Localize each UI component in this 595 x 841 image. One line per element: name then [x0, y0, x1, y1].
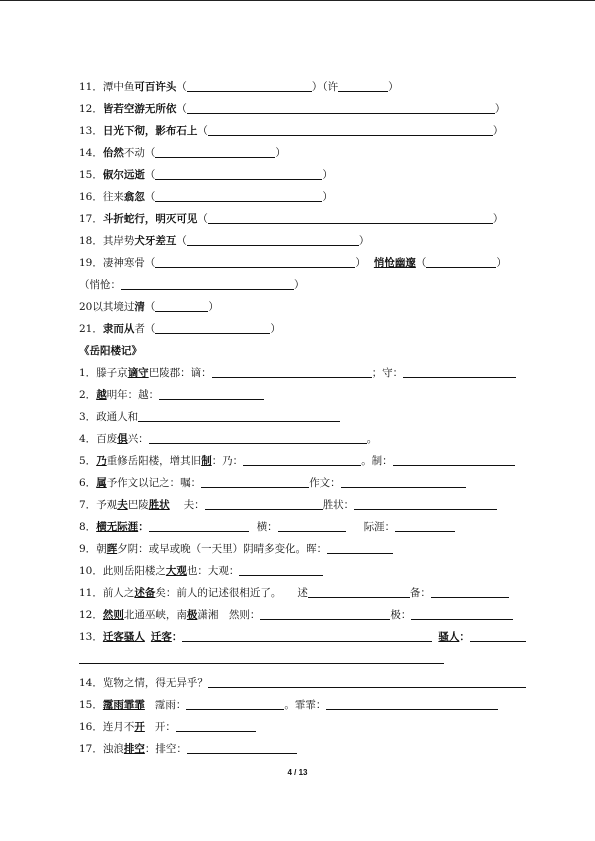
- item-12: 12．然则北通巫峡，南极潇湘 然则： 极：: [79, 606, 513, 624]
- item-16: 16．连月不开 开：: [79, 718, 256, 736]
- answer-blank[interactable]: [159, 386, 264, 400]
- answer-blank[interactable]: [239, 562, 323, 576]
- answer-blank[interactable]: [327, 540, 393, 554]
- answer-blank[interactable]: [212, 364, 372, 378]
- answer-blank[interactable]: [338, 78, 388, 92]
- answer-blank[interactable]: [186, 696, 284, 710]
- answer-blank[interactable]: [187, 740, 297, 754]
- page-number: 4 / 13: [287, 768, 308, 777]
- item-1: 1．滕子京谪守巴陵郡：谪： ；守：: [79, 364, 516, 382]
- item-13: 13．迁客骚人 迁客： 骚人：: [79, 628, 526, 646]
- item-6: 6．属予作文以记之：嘱： 作文：: [79, 474, 466, 492]
- answer-blank[interactable]: [187, 232, 359, 246]
- item-11: 11．前人之述备矣：前人的记述很相近了。 述 备：: [79, 584, 509, 602]
- answer-blank[interactable]: [155, 298, 208, 312]
- answer-blank[interactable]: [208, 210, 493, 224]
- answer-blank-continuation[interactable]: [79, 663, 444, 664]
- item-5: 5．乃重修岳阳楼，增其旧制：乃： 。制：: [79, 452, 515, 470]
- question-19: 19．凄神寒骨（ ） 悄怆幽邃（ ）: [79, 254, 507, 272]
- item-4: 4．百废俱兴： 。: [79, 430, 377, 448]
- item-15: 15．霪雨霏霏 霪雨： 。霏霏：: [79, 696, 498, 714]
- answer-blank[interactable]: [393, 452, 515, 466]
- answer-blank[interactable]: [187, 78, 312, 92]
- item-8: 8．横无际涯： 横： 际涯：: [79, 518, 455, 536]
- question-16: 16．往来翕忽（ ）: [79, 188, 333, 206]
- answer-blank[interactable]: [260, 606, 390, 620]
- answer-blank[interactable]: [411, 606, 513, 620]
- item-14: 14．览物之情，得无异乎？: [79, 674, 526, 692]
- answer-blank[interactable]: [182, 628, 432, 642]
- item-2: 2．越明年：越：: [79, 386, 264, 404]
- question-15: 15．俶尔远逝（ ）: [79, 166, 333, 184]
- answer-blank[interactable]: [395, 518, 455, 532]
- question-11: 11．潭中鱼可百许头（ ）（许 ）: [79, 78, 399, 96]
- answer-blank[interactable]: [208, 122, 493, 136]
- answer-blank[interactable]: [208, 674, 526, 688]
- question-14: 14．佁然不动（ ）: [79, 144, 286, 162]
- answer-blank[interactable]: [155, 254, 355, 268]
- top-border-line: [0, 0, 595, 1]
- answer-blank[interactable]: [205, 496, 323, 510]
- item-17: 17．浊浪排空：排空：: [79, 740, 297, 758]
- answer-blank[interactable]: [354, 496, 497, 510]
- item-9: 9．朝晖夕阴：或早或晚（一天里）阴晴多变化。晖：: [79, 540, 393, 558]
- answer-blank[interactable]: [149, 518, 249, 532]
- answer-blank[interactable]: [187, 100, 495, 114]
- question-18: 18．其岸势犬牙差互（ ）: [79, 232, 369, 250]
- answer-blank[interactable]: [155, 188, 322, 202]
- answer-blank[interactable]: [149, 430, 367, 444]
- question-12: 12．皆若空游无所依（ ）: [79, 100, 505, 118]
- answer-blank[interactable]: [155, 144, 275, 158]
- answer-blank[interactable]: [155, 320, 270, 334]
- answer-blank[interactable]: [201, 474, 309, 488]
- answer-blank[interactable]: [176, 718, 256, 732]
- answer-blank[interactable]: [470, 628, 526, 642]
- item-3: 3．政通人和: [79, 408, 340, 426]
- item-7: 7．予观夫巴陵胜状 夫： 胜状：: [79, 496, 497, 514]
- answer-blank[interactable]: [426, 254, 496, 268]
- answer-blank[interactable]: [403, 364, 516, 378]
- answer-blank[interactable]: [155, 166, 322, 180]
- question-21: 21．隶而从者（ ）: [79, 320, 281, 338]
- question-17: 17．斗折蛇行，明灭可见（ ）: [79, 210, 503, 228]
- question-19-note: （悄怆： ）: [79, 276, 305, 294]
- answer-blank[interactable]: [326, 696, 498, 710]
- answer-blank[interactable]: [278, 518, 346, 532]
- answer-blank[interactable]: [243, 452, 361, 466]
- question-20: 20以其境过清（ ）: [79, 298, 219, 316]
- item-10: 10．此则岳阳楼之大观也：大观：: [79, 562, 323, 580]
- answer-blank[interactable]: [341, 474, 466, 488]
- answer-blank[interactable]: [121, 276, 294, 290]
- answer-blank[interactable]: [308, 584, 410, 598]
- section-title: 《岳阳楼记》: [79, 345, 142, 357]
- answer-blank[interactable]: [138, 408, 340, 422]
- answer-blank[interactable]: [431, 584, 509, 598]
- question-13: 13．日光下彻，影布石上（ ）: [79, 122, 503, 140]
